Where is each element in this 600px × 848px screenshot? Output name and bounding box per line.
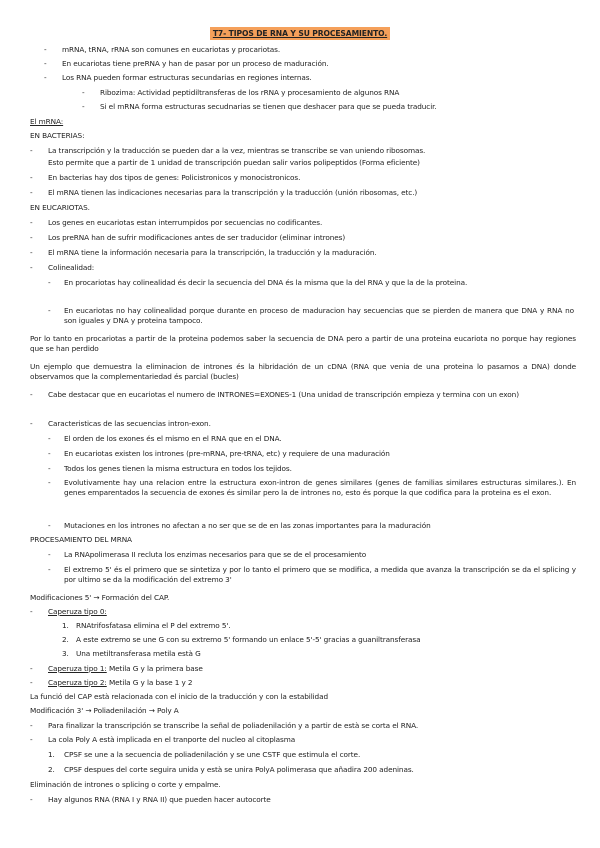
exones-note: Cabe destacar que en eucariotas el numero de INTRONES=EXONES-1 (Una unidad de transcripción empieza y termina con un exon) [48, 390, 519, 399]
step-number: 1. [48, 750, 55, 759]
cap2-text: Metila G y la base 1 y 2 [106, 678, 193, 687]
bullet-dash: - [30, 173, 33, 182]
bullet-dash: - [48, 434, 51, 443]
eliminacion-heading: Eliminación de intrones o splicing o corte y empalme. [30, 780, 221, 789]
procesamiento-item: El extremo 5' és el primero que se sintetiza y por lo tanto el primero que se modifica, a medida que avanza la transcripción se da el splicing y por ultimo se da la modificación del extremo 3' [64, 565, 576, 584]
bullet-dash: - [30, 721, 33, 730]
step-number: 2. [48, 765, 55, 774]
bullet-dash: - [48, 478, 51, 487]
cap0-step: RNAtrifosfatasa elimina el P del extremo 5'. [76, 621, 231, 630]
caracteristicas-heading: Caracteristicas de las secuencias intron-exon. [48, 419, 211, 428]
cap0-label: Caperuza tipo 0: [48, 607, 107, 616]
intro-subitem: Ribozima: Actividad peptidiltransferas de los rRNA y procesamiento de algunos RNA [100, 88, 400, 97]
bacterias-item: El mRNA tienen las indicaciones necesarias para la transcripción y la traducción (unión ribosomas, etc.) [48, 188, 418, 197]
bullet-dash: - [44, 73, 47, 82]
intro-subitem: Si el mRNA forma estructuras secudnarias se tienen que deshacer para que se pueda traducir. [100, 102, 437, 111]
caracteristicas-item: Todos los genes tienen la misma estructura en todos los tejidos. [64, 464, 292, 473]
eucariotas-heading: EN EUCARIOTAS. [30, 203, 90, 212]
bullet-dash: - [30, 678, 33, 687]
page-title: T7- TIPOS DE RNA Y SU PROCESAMIENTO. [210, 27, 390, 40]
mod3-item: Para finalizar la transcripción se transcribe la señal de poliadenilación y a partir de està se corta el RNA. [48, 721, 419, 730]
eliminacion-item: Hay algunos RNA (RNA I y RNA II) que pueden hacer autocorte [48, 795, 271, 804]
bacterias-heading: EN BACTERIAS: [30, 131, 85, 140]
eucariotas-item: El mRNA tiene la información necesaria para la transcripción, la traducción y la maduración. [48, 248, 377, 257]
paragraph: Por lo tanto en procariotas a partir de la proteina podemos saber la secuencia de DNA pero a partir de una proteina eucariota no porque hay regiones que se han perdido [30, 334, 576, 353]
step-number: 2. [62, 635, 69, 644]
eucariotas-item: Colinealidad: [48, 263, 95, 272]
bacterias-item: Esto permite que a partir de 1 unidad de transcripción puedan salir varios polipeptidos (Forma eficiente) [48, 158, 420, 167]
intro-item: mRNA, tRNA, rRNA son comunes en eucariotas y procariotas. [62, 45, 281, 54]
bullet-dash: - [30, 795, 33, 804]
bullet-dash: - [30, 390, 33, 399]
mod3-step: CPSF se une a la secuencia de poliadenilación y se une CSTF que estimula el corte. [64, 750, 361, 759]
bullet-dash: - [30, 664, 33, 673]
intro-item: Los RNA pueden formar estructuras secundarias en regiones internas. [62, 73, 312, 82]
procesamiento-heading: PROCESAMIENTO DEL MRNA [30, 535, 132, 544]
cap0-step: Una metiltransferasa metila està G [76, 649, 201, 658]
caracteristicas-item: Evolutivamente hay una relacion entre la estructura exon-intron de genes similares (genes de familias similares estructuras similares.). En genes emparentados la secuencia de exones és similar pero la de intrones no, esto és porque la que codifica para la proteina es el exon. [64, 478, 576, 497]
step-number: 1. [62, 621, 69, 630]
bullet-dash: - [30, 263, 33, 272]
bullet-dash: - [30, 233, 33, 242]
caracteristicas-item: El orden de los exones és el mismo en el RNA que en el DNA. [64, 434, 282, 443]
bullet-dash: - [44, 45, 47, 54]
bullet-dash: - [48, 550, 51, 559]
caracteristicas-item: Mutaciones en los intrones no afectan a no ser que se de en las zonas importantes para la maduración [64, 521, 431, 530]
mod3-step: CPSF despues del corte seguira unida y està se unira PolyA polimerasa que añadira 200 adeninas. [64, 765, 414, 774]
bullet-dash: - [30, 248, 33, 257]
cap-function: La funció del CAP està relacionada con el inicio de la traducción y con la estabilidad [30, 692, 328, 701]
bullet-dash: - [30, 735, 33, 744]
colinealidad-item: En eucariotas no hay colinealidad porque durante en proceso de maduracion hay secuencias que se pierden de manera que DNA y RNA no son iguales y DNA y proteina tampoco. [64, 306, 574, 325]
eucariotas-item: Los genes en eucariotas estan interrumpidos por secuencias no codificantes. [48, 218, 323, 227]
paragraph: Un ejemplo que demuestra la eliminacion de intrones és la hibridación de un cDNA (RNA que venia de una proteina lo pasamos a DNA) donde observamos que la complementariedad és parcial (bucles) [30, 362, 576, 381]
intro-item: En eucariotas tiene preRNA y han de pasar por un proceso de maduración. [62, 59, 329, 68]
mod3-heading: Modificación 3' → Poliadenilación → Poly A [30, 706, 179, 715]
caracteristicas-item: En eucariotas existen los intrones (pre-mRNA, pre-tRNA, etc) y requiere de una maduración [64, 449, 390, 458]
bullet-dash: - [30, 607, 33, 616]
bullet-dash: - [44, 59, 47, 68]
cap1-line [48, 664, 203, 674]
bullet-dash: - [48, 449, 51, 458]
bullet-dash: - [48, 278, 51, 287]
bullet-dash: - [30, 419, 33, 428]
bullet-dash: - [82, 102, 85, 111]
colinealidad-item: En procariotas hay colinealidad és decir la secuencia del DNA és la misma que la del RNA y que la de la proteina. [64, 278, 468, 287]
mod3-item: La cola Poly A està implicada en el tranporte del nucleo al citoplasma [48, 735, 296, 744]
bullet-dash: - [48, 306, 51, 315]
title-bar [0, 27, 600, 40]
bullet-dash: - [30, 188, 33, 197]
bacterias-item: La transcripción y la traducción se pueden dar a la vez, mientras se transcribe se van uniendo ribosomas. [48, 146, 426, 155]
bacterias-item: En bacterias hay dos tipos de genes: Policistronicos y monocistronicos. [48, 173, 301, 182]
mod5-heading: Modificaciones 5' → Formación del CAP. [30, 593, 170, 602]
cap1-text: Metila G y la primera base [106, 664, 203, 673]
bullet-dash: - [48, 565, 51, 574]
bullet-dash: - [48, 521, 51, 530]
cap0-step: A este extremo se une G con su extremo 5' formando un enlace 5'-5' gracias a guaniltransferasa [76, 635, 421, 644]
procesamiento-item: La RNApolimerasa II recluta los enzimas necesarios para que se de el procesamiento [64, 550, 367, 559]
bullet-dash: - [30, 218, 33, 227]
cap1-label: Caperuza tipo 1: [48, 664, 107, 673]
bullet-dash: - [82, 88, 85, 97]
step-number: 3. [62, 649, 69, 658]
bullet-dash: - [30, 146, 33, 155]
mrna-heading: El mRNA: [30, 117, 64, 126]
cap2-label: Caperuza tipo 2: [48, 678, 107, 687]
eucariotas-item: Los preRNA han de sufrir modificaciones antes de ser traducidor (eliminar intrones) [48, 233, 346, 242]
cap2-line [48, 678, 192, 688]
bullet-dash: - [48, 464, 51, 473]
